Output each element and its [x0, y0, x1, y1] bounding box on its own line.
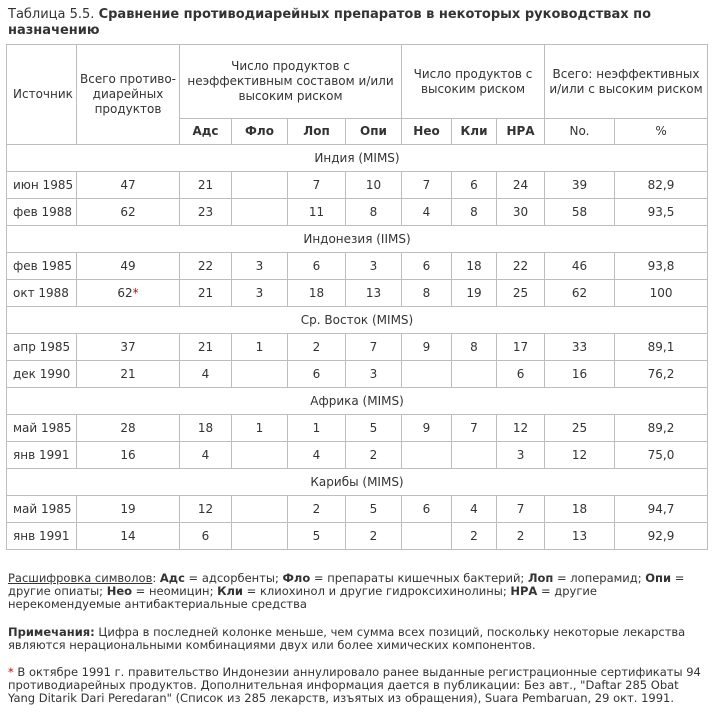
legend-text: = неомицин; [132, 584, 218, 598]
value-cell: 13 [346, 280, 402, 307]
value-cell: 82,9 [615, 172, 708, 199]
value-cell: 5 [346, 496, 402, 523]
comparison-table [6, 44, 708, 550]
value-cell: 18 [180, 415, 232, 442]
total-cell [77, 361, 180, 388]
value-cell: 75,0 [615, 442, 708, 469]
source-cell: янв 1991 [7, 523, 77, 550]
section-row [7, 145, 708, 172]
value-cell: 21 [180, 280, 232, 307]
value-cell: 25 [545, 415, 615, 442]
symbol-legend: Расшифровка символов: Адс = адсорбенты; Фло = препараты кишечных бактерий; Лоп = лоперамид; Опи = другие опиаты; Нео = неомицин; Кли = клиохинол и другие гидроксихинолины; НРА = другие нерекомендуемые антибактериальные средства [8, 571, 685, 611]
section-title: Индия (MIMS) [7, 145, 708, 172]
value-cell: 3 [232, 253, 288, 280]
legend-text: = адсорбенты; [184, 571, 283, 585]
value-cell: 2 [346, 442, 402, 469]
value-cell: 16 [545, 361, 615, 388]
legend-abbr: Опи [645, 571, 672, 585]
caption-prefix: Таблица 5.5. [8, 7, 99, 22]
header-total-group: Всего: неэффективных и/или с высоким риском [545, 45, 708, 119]
source-cell: май 1985 [7, 496, 77, 523]
value-cell: 76,2 [615, 361, 708, 388]
value-cell: 1 [288, 415, 346, 442]
value-cell: 92,9 [615, 523, 708, 550]
legend-label: Расшифровка символов [8, 571, 153, 585]
total-value: 49 [120, 258, 136, 273]
value-cell [232, 199, 288, 226]
value-cell [452, 442, 497, 469]
value-cell: 1 [232, 334, 288, 361]
legend-abbr: Кли [217, 584, 243, 598]
total-value: 62 [120, 204, 136, 219]
value-cell: 7 [497, 496, 545, 523]
value-cell: 12 [497, 415, 545, 442]
remark-text: Цифра в последней колонке меньше, чем сумма всех позиций, поскольку некоторые лекарства являются нерациональными комбинациями двух или более химических компонентов. [8, 625, 686, 652]
source-cell: фев 1985 [7, 253, 77, 280]
value-cell: 100 [615, 280, 708, 307]
header-row [7, 45, 708, 119]
value-cell: 21 [180, 172, 232, 199]
total-value: 28 [120, 420, 136, 435]
legend-text: = препараты кишечных бактерий; [310, 571, 528, 585]
value-cell: 9 [402, 415, 452, 442]
value-cell: 6 [402, 253, 452, 280]
value-cell: 4 [402, 199, 452, 226]
value-cell: 8 [402, 280, 452, 307]
value-cell: 5 [288, 523, 346, 550]
value-cell [232, 361, 288, 388]
total-cell [77, 199, 180, 226]
subheader-cell: Адс [180, 119, 232, 145]
value-cell: 18 [545, 496, 615, 523]
value-cell: 13 [545, 523, 615, 550]
value-cell [232, 172, 288, 199]
value-cell: 4 [452, 496, 497, 523]
header-total-products: Всего противо-диарейных продуктов [77, 45, 180, 145]
value-cell: 4 [288, 442, 346, 469]
section-title: Индонезия (IIMS) [7, 226, 708, 253]
footnote-asterisk: * [132, 285, 139, 300]
total-value: 16 [120, 447, 136, 462]
value-cell: 39 [545, 172, 615, 199]
value-cell: 6 [452, 172, 497, 199]
total-cell [77, 496, 180, 523]
value-cell: 93,5 [615, 199, 708, 226]
total-value: 19 [120, 501, 136, 516]
value-cell: 2 [452, 523, 497, 550]
table-row [7, 496, 708, 523]
section-title: Ср. Восток (MIMS) [7, 307, 708, 334]
value-cell: 6 [288, 253, 346, 280]
table-row [7, 415, 708, 442]
value-cell [402, 442, 452, 469]
subheader-cell: НРА [497, 119, 545, 145]
section-row [7, 226, 708, 253]
value-cell: 89,2 [615, 415, 708, 442]
value-cell: 23 [180, 199, 232, 226]
value-cell: 7 [346, 334, 402, 361]
value-cell [232, 523, 288, 550]
total-cell [77, 523, 180, 550]
value-cell: 17 [497, 334, 545, 361]
value-cell: 89,1 [615, 334, 708, 361]
remarks [8, 626, 708, 652]
table-row [7, 523, 708, 550]
source-cell: июн 1985 [7, 172, 77, 199]
table-caption [8, 7, 708, 39]
value-cell: 93,8 [615, 253, 708, 280]
legend-abbr: Нео [106, 584, 133, 598]
source-cell: дек 1990 [7, 361, 77, 388]
legend-abbr: НРА [510, 584, 538, 598]
value-cell: 5 [346, 415, 402, 442]
value-cell: 25 [497, 280, 545, 307]
header-source: Источник [7, 45, 77, 145]
table-row [7, 442, 708, 469]
total-value: 62 [117, 285, 133, 300]
footnote-mark: * [8, 665, 14, 679]
subheader-cell: Нео [402, 119, 452, 145]
legend-abbr: Фло [282, 571, 311, 585]
table-row [7, 361, 708, 388]
value-cell: 30 [497, 199, 545, 226]
value-cell: 58 [545, 199, 615, 226]
value-cell: 4 [180, 442, 232, 469]
value-cell: 6 [497, 361, 545, 388]
total-cell [77, 280, 180, 307]
legend-text: = лоперамид; [553, 571, 646, 585]
value-cell: 46 [545, 253, 615, 280]
value-cell: 6 [180, 523, 232, 550]
section-row [7, 469, 708, 496]
legend-text: = клиохинол и другие гидроксихинолины; [243, 584, 511, 598]
value-cell: 22 [180, 253, 232, 280]
value-cell: 3 [497, 442, 545, 469]
value-cell: 19 [452, 280, 497, 307]
value-cell: 24 [497, 172, 545, 199]
subheader-cell: Фло [232, 119, 288, 145]
subheader-cell: Кли [452, 119, 497, 145]
section-title: Африка (MIMS) [7, 388, 708, 415]
total-value: 21 [120, 366, 136, 381]
value-cell: 9 [402, 334, 452, 361]
total-value: 37 [120, 339, 136, 354]
value-cell: 3 [232, 280, 288, 307]
value-cell: 18 [452, 253, 497, 280]
subheader-cell: Лоп [288, 119, 346, 145]
caption-title: Сравнение противодиарейных препаратов в некоторых руководствах по назначению [8, 7, 652, 38]
value-cell: 22 [497, 253, 545, 280]
remark-label: Примечания: [8, 625, 95, 639]
value-cell: 8 [346, 199, 402, 226]
value-cell: 18 [288, 280, 346, 307]
source-cell: фев 1988 [7, 199, 77, 226]
value-cell: 10 [346, 172, 402, 199]
value-cell: 11 [288, 199, 346, 226]
value-cell [402, 361, 452, 388]
value-cell: 8 [452, 199, 497, 226]
value-cell: 4 [180, 361, 232, 388]
value-cell [232, 496, 288, 523]
table-row [7, 334, 708, 361]
legend-text: = другие опиаты; [8, 571, 685, 598]
source-cell: май 1985 [7, 415, 77, 442]
header-ineffective-group: Число продуктов с неэффективным составом и/или высоким риском [180, 45, 402, 119]
value-cell: 3 [346, 361, 402, 388]
section-row [7, 307, 708, 334]
table-row [7, 172, 708, 199]
value-cell: 3 [346, 253, 402, 280]
value-cell [452, 361, 497, 388]
value-cell: 21 [180, 334, 232, 361]
value-cell: 2 [497, 523, 545, 550]
table-row [7, 280, 708, 307]
value-cell: 12 [180, 496, 232, 523]
value-cell: 6 [402, 496, 452, 523]
value-cell: 2 [346, 523, 402, 550]
section-row [7, 388, 708, 415]
total-cell [77, 253, 180, 280]
subheader-cell: No. [545, 119, 615, 145]
section-title: Карибы (MIMS) [7, 469, 708, 496]
value-cell: 12 [545, 442, 615, 469]
header-high-risk-group: Число продуктов с высоким риском [402, 45, 545, 119]
total-value: 14 [120, 528, 136, 543]
total-cell [77, 172, 180, 199]
value-cell: 2 [288, 496, 346, 523]
legend-abbr: Адс [159, 571, 185, 585]
total-value: 47 [120, 177, 136, 192]
value-cell [402, 523, 452, 550]
source-cell: апр 1985 [7, 334, 77, 361]
table-row [7, 199, 708, 226]
total-cell [77, 415, 180, 442]
value-cell: 1 [232, 415, 288, 442]
table-row [7, 253, 708, 280]
subheader-cell: % [615, 119, 708, 145]
value-cell: 6 [288, 361, 346, 388]
source-cell: янв 1991 [7, 442, 77, 469]
value-cell: 7 [402, 172, 452, 199]
subheader-cell: Опи [346, 119, 402, 145]
value-cell: 33 [545, 334, 615, 361]
value-cell: 62 [545, 280, 615, 307]
value-cell: 2 [288, 334, 346, 361]
value-cell: 8 [452, 334, 497, 361]
value-cell [232, 442, 288, 469]
value-cell: 7 [452, 415, 497, 442]
footnote [8, 666, 708, 705]
legend-text: = другие нерекомендуемые антибактериальные средства [8, 584, 597, 611]
total-cell [77, 442, 180, 469]
footnote-text: В октябре 1991 г. правительство Индонезии аннулировало ранее выданные регистрационные сертификаты 94 противодиарейных продуктов. Дополнительная информация дается в публикации: Без авт., "Daftar 285 Obat Yang Ditarik Dari Peredaran" (Список из 285 лекарств, изъятых из обращения), Suara Pembaruan, 29 окт. 1991. [8, 665, 701, 705]
total-cell [77, 334, 180, 361]
value-cell: 7 [288, 172, 346, 199]
value-cell: 94,7 [615, 496, 708, 523]
source-cell: окт 1988 [7, 280, 77, 307]
legend-abbr: Лоп [527, 571, 554, 585]
